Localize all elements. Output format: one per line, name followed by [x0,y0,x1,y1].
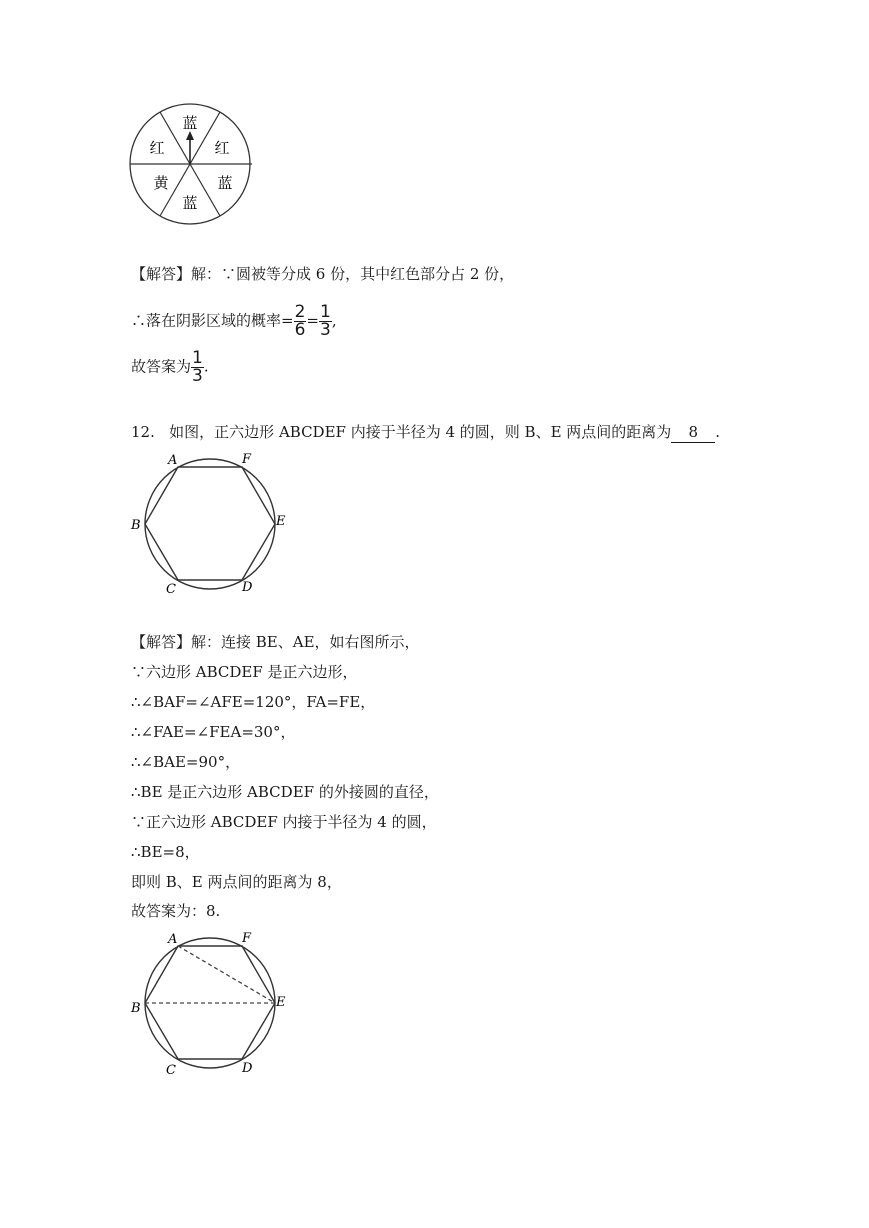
vertex-label-e: E [276,995,286,1010]
sector-label-bottom-left: 黄 [153,174,169,192]
sector-label-bottom-right: 蓝 [217,174,233,192]
sector-label-top-right: 红 [214,139,230,157]
solution2-step: ∴BE=8， [131,843,200,861]
equals-sign: = [306,311,319,330]
solution2-step: ∴∠BAE=90°， [131,753,241,771]
solution1-text: 解：∵圆被等分成 6 份，其中红色部分占 2 份， [191,265,515,283]
vertex-label-a: A [168,932,178,947]
hexagon-figure [126,447,296,597]
spinner-figure [128,102,258,228]
solution1-line2 [131,304,337,339]
vertex-label-d: D [242,1061,253,1076]
segment-ae-dashed [178,946,275,1003]
solution1-line3 [131,350,209,385]
vertex-label-d: D [242,580,253,595]
question-number: 12. [131,423,155,441]
hexagon-figure-with-diagonals [126,926,296,1076]
answer-bracket: 【解答】 [131,265,192,283]
vertex-label-e: E [276,514,286,529]
vertex-label-b: B [131,518,141,533]
fraction-denominator: 6 [294,320,306,340]
probability-label: ∴落在阴影区域的概率= [131,311,294,330]
sector-label-top: 蓝 [182,114,198,132]
regular-hexagon [145,467,275,580]
vertex-label-a: A [168,453,178,468]
solution2-line1 [131,632,420,652]
sector-label-bottom: 蓝 [182,194,198,212]
vertex-label-c: C [166,1063,176,1076]
solution2-step: ∵六边形 ABCDEF 是正六边形， [131,663,358,681]
solution2-step: 故答案为：8. [131,902,221,920]
fraction-numerator: 1 [319,302,331,322]
answer-fraction [191,350,204,385]
answer-label: 故答案为 [131,357,192,376]
solution2-step: ∴BE 是正六边形 ABCDEF 的外接圆的直径， [131,783,439,801]
vertex-label-f: F [242,931,252,946]
vertex-label-c: C [166,582,176,597]
solution2-step: ∴∠FAE=∠FEA=30°， [131,723,296,741]
solution2-step: 即则 B、E 两点间的距离为 8， [131,873,342,891]
fraction-denominator: 3 [319,320,331,340]
question-end: . [715,423,721,441]
question-12 [131,422,720,443]
question-text: 如图，正六边形 ABCDEF 内接于半径为 4 的圆，则 B、E 两点间的距离为 [169,423,672,441]
sector-label-top-left: 红 [149,139,165,157]
spinner-arrowhead [186,131,194,140]
circumscribed-circle [145,459,275,589]
solution2-step: ∵正六边形 ABCDEF 内接于半径为 4 的圆， [131,813,437,831]
period: . [203,357,209,376]
fraction-denominator: 3 [192,366,203,386]
fraction-two-sixths [294,304,307,339]
vertex-label-f: F [242,452,252,467]
solution2-step: ∴∠BAF=∠AFE=120°，FA=FE， [131,693,376,711]
answer-bracket: 【解答】 [131,633,192,651]
answer-blank: 8 [671,422,715,443]
solution1-line1 [131,264,514,284]
fraction-numerator: 1 [192,348,203,368]
comma: , [331,311,337,330]
fraction-one-third [319,304,332,339]
vertex-label-b: B [131,1001,141,1016]
solution-step: 解：连接 BE、AE，如右图所示， [191,633,420,651]
fraction-numerator: 2 [294,302,306,322]
